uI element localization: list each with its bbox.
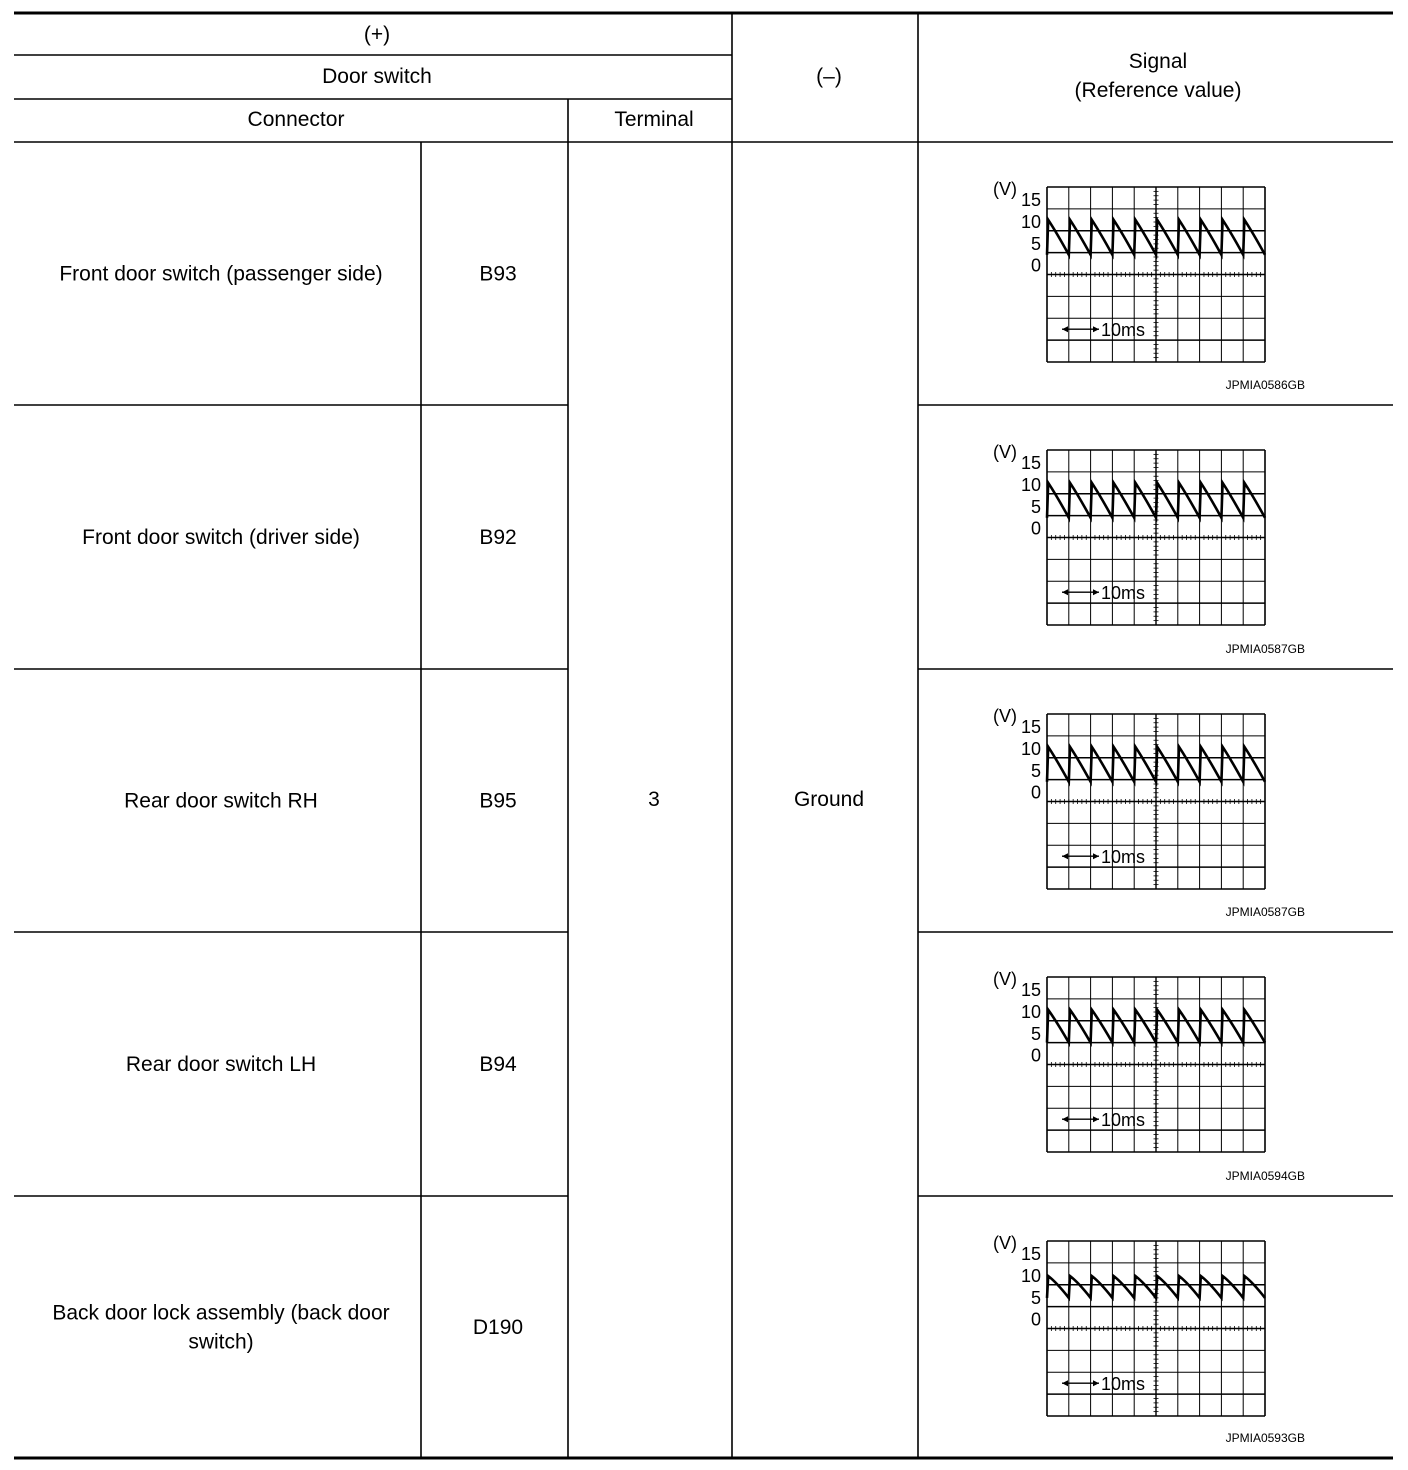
y-tick-label: 0 [1030,255,1041,276]
arrow-head-icon [1093,326,1099,332]
y-tick-label: 10 [1020,211,1041,232]
unit-label: (V) [993,1233,1017,1253]
row-3-image-code: JPMIA0587GB [1225,905,1305,919]
arrow-head-icon [1062,326,1068,332]
row-4-name: Rear door switch LH [125,1053,317,1076]
y-tick-label: 15 [1020,453,1041,474]
time-scale-label: 10ms [1101,320,1146,341]
row-1-name: Front door switch (passenger side) [59,262,383,286]
row-5-image-code: JPMIA0593GB [1225,1431,1305,1445]
row-3-connector: B95 [479,789,517,813]
row-5-name: switch) [188,1330,254,1354]
ground-value: Ground [793,788,865,811]
unit-label: (V) [993,969,1017,989]
header-door-switch: Door switch [322,65,432,88]
row-4-image-code: JPMIA0594GB [1225,1169,1305,1183]
y-tick-label: 15 [1020,1244,1041,1265]
terminal-value: 3 [648,788,660,811]
row-2-image-code: JPMIA0587GB [1225,642,1305,656]
table-texts [52,23,1305,1445]
y-tick-label: 10 [1020,1001,1041,1022]
time-scale-label: 10ms [1101,1374,1146,1395]
row-4-connector: B94 [479,1053,517,1076]
header-terminal: Terminal [614,108,694,131]
unit-label: (V) [993,706,1017,726]
scope-graph-5 [993,1233,1265,1416]
header-plus: (+) [363,23,391,46]
scope-graph-1 [993,179,1265,362]
y-tick-label: 15 [1020,717,1041,738]
time-scale-label: 10ms [1101,1110,1146,1131]
time-scale-label: 10ms [1101,847,1146,868]
unit-label: (V) [993,442,1017,462]
y-tick-label: 15 [1020,980,1041,1001]
signal-waveform [1047,1010,1265,1043]
scope-graph-3 [993,706,1265,889]
y-tick-label: 0 [1030,1045,1041,1066]
scope-graph-4 [993,969,1265,1152]
oscilloscope-graphs [993,179,1265,1416]
arrow-head-icon [1062,853,1068,859]
y-tick-label: 10 [1020,738,1041,759]
arrow-head-icon [1093,589,1099,595]
arrow-head-icon [1093,1380,1099,1386]
arrow-head-icon [1062,589,1068,595]
row-1-image-code: JPMIA0586GB [1225,378,1305,392]
header-minus: (–) [816,65,842,88]
y-tick-label: 5 [1030,1287,1041,1308]
header-signal: Signal [1128,50,1188,73]
y-tick-label: 0 [1030,782,1041,803]
signal-waveform [1047,1276,1265,1298]
arrow-head-icon [1062,1116,1068,1122]
row-3-name: Rear door switch RH [124,789,318,813]
signal-waveform [1047,220,1265,255]
y-tick-label: 5 [1030,233,1041,254]
y-tick-label: 5 [1030,1023,1041,1044]
row-2-connector: B92 [479,526,517,549]
scope-graph-2 [993,442,1265,625]
y-tick-label: 5 [1030,760,1041,781]
row-5-connector: D190 [472,1316,524,1339]
row-2-name: Front door switch (driver side) [82,526,360,549]
arrow-head-icon [1093,853,1099,859]
y-tick-label: 5 [1030,496,1041,517]
y-tick-label: 15 [1020,190,1041,211]
y-tick-label: 0 [1030,1309,1041,1330]
header-signal-sub: (Reference value) [1074,79,1242,102]
arrow-head-icon [1062,1380,1068,1386]
y-tick-label: 10 [1020,1265,1041,1286]
time-scale-label: 10ms [1101,583,1146,604]
arrow-head-icon [1093,1116,1099,1122]
row-1-connector: B93 [479,262,517,286]
unit-label: (V) [993,179,1017,199]
y-tick-label: 0 [1030,518,1041,539]
signal-waveform [1047,747,1265,782]
y-tick-label: 10 [1020,474,1041,495]
row-5-name: Back door lock assembly (back door [52,1301,390,1325]
header-connector: Connector [247,108,345,131]
signal-waveform [1047,483,1265,518]
